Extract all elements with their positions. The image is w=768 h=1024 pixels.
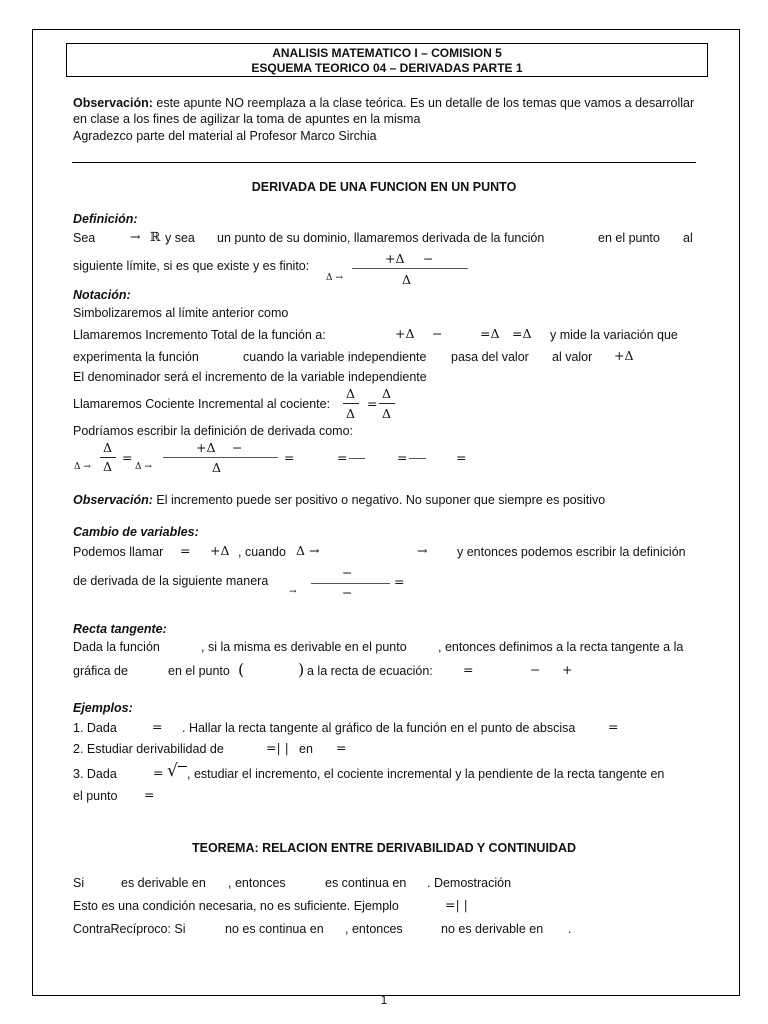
course-title: ANALISIS MATEMATICO I – COMISION 5: [272, 46, 502, 60]
intro-observation-cont: en clase a los fines de agilizar la toma de apuntes en la misma: [73, 112, 421, 126]
limit2-eq-2: =: [284, 450, 295, 465]
example-2-a: 2. Estudiar derivabilidad de: [73, 742, 224, 756]
example-3-sqrt: √: [167, 761, 178, 781]
change-line2: de derivada de la siguiente manera: [73, 574, 269, 588]
cociente-bar-2: [379, 403, 395, 404]
change-text-3: y entonces podemos escribir la definición: [457, 545, 686, 559]
example-2-abs: =| |: [266, 740, 289, 755]
theorem-entonces: , entonces: [228, 876, 286, 890]
variation-plusdelta: +Δ: [614, 348, 634, 363]
intro-observation: Observación: este apunte NO reemplaza a la clase teórica. Es un detalle de los temas que vamos a desarrollar: [73, 96, 695, 110]
cociente-num-2: Δ: [382, 386, 392, 401]
cociente-den-2: Δ: [382, 406, 392, 421]
limit3-subscript: →: [289, 587, 297, 597]
increment-eq-delta-2: =Δ: [512, 326, 532, 341]
arrow-symbol: →: [130, 229, 141, 244]
limit-numerator-plusdelta: +Δ: [385, 251, 405, 266]
limit2-plusdelta: +Δ: [196, 440, 216, 455]
example-1-a: 1. Dada: [73, 721, 117, 735]
tangent-minus: −: [530, 662, 541, 677]
limit3-bar: [311, 583, 390, 584]
variation-text-4: al valor: [552, 350, 593, 364]
limit-subscript: Δ →: [326, 273, 343, 283]
increment-text: Llamaremos Incremento Total de la función a:: [73, 328, 326, 342]
cociente-num-1: Δ: [346, 386, 356, 401]
podriamos-text: Podríamos escribir la definición de derivada como:: [73, 424, 353, 438]
increment-plusdelta: +Δ: [395, 326, 415, 341]
tangent-eq: =: [463, 662, 474, 677]
notation-text: Simbolizaremos al límite anterior como: [73, 306, 289, 320]
tangent-line2-1: gráfica de: [73, 664, 128, 678]
limit2-den: Δ: [103, 459, 113, 474]
tangent-text-1: Dada la función: [73, 640, 160, 654]
example-2-b: en: [299, 742, 313, 756]
cociente-eq: =: [367, 396, 378, 411]
limit-denominator: Δ: [402, 272, 412, 287]
document-title-box: [66, 43, 708, 77]
limit-fraction-bar: [352, 268, 468, 269]
example-3-b: , estudiar el incremento, el cociente incremental y la pendiente de la recta tangente en: [187, 767, 665, 781]
denominator-text: El denominador será el incremento de la variable independiente: [73, 370, 427, 384]
limit3-num-minus: −: [342, 565, 353, 580]
theorem-si: Si: [73, 876, 85, 890]
definition-y-sea: y sea: [165, 231, 195, 245]
contrarreciproco-3: , entonces: [345, 922, 403, 936]
variation-text-1: experimenta la función: [73, 350, 199, 364]
limit2-delta: Δ: [212, 460, 222, 475]
change-eq: =: [180, 543, 191, 558]
variation-text-2: cuando la variable independiente: [243, 350, 427, 364]
contrarreciproco-5: .: [568, 922, 572, 936]
increment-mide: y mide la variación que: [550, 328, 678, 342]
definition-text: un punto de su dominio, llamaremos derivada de la función: [217, 231, 545, 245]
cociente-bar-1: [343, 403, 359, 404]
limit2-num: Δ: [103, 440, 113, 455]
change-arrow: →: [417, 543, 428, 558]
theorem-derivable: es derivable en: [121, 876, 206, 890]
limit2-minus: −: [232, 440, 243, 455]
contrarreciproco-4: no es derivable en: [441, 922, 544, 936]
section-title-derivada: DERIVADA DE UNA FUNCION EN UN PUNTO: [251, 180, 517, 194]
limit3-eq: =: [394, 574, 405, 589]
example-3-line2: el punto: [73, 789, 118, 803]
limit-numerator-minus: −: [423, 251, 434, 266]
tangent-text-3: , entonces definimos a la recta tangente a la: [438, 640, 684, 654]
reals-symbol: ℝ: [150, 229, 161, 244]
cociente-den-1: Δ: [346, 406, 356, 421]
observation-increment: Observación: El incremento puede ser positivo o negativo. No suponer que siempre es positivo: [73, 493, 606, 507]
theorem-demostracion: . Demostración: [427, 876, 512, 890]
limit2-eq-1: =: [122, 450, 133, 465]
tangent-line2-3: a la recta de ecuación:: [307, 664, 433, 678]
example-3-eq: =: [153, 765, 164, 780]
limit2-eq-5: =: [456, 450, 467, 465]
limit2-bar-4: [409, 458, 426, 459]
definition-sea: Sea: [73, 231, 96, 245]
contrarreciproco-1: ContraRecíproco: Si: [73, 922, 186, 936]
example-1-eq2: =: [608, 719, 619, 734]
limit2-eq-4: =: [397, 450, 408, 465]
tangent-plus: +: [562, 662, 573, 677]
contrarreciproco-2: no es continua en: [225, 922, 324, 936]
notation-label: Notación:: [73, 288, 131, 302]
limit2-subscript-2: Δ →: [135, 462, 152, 472]
example-2-eq: =: [336, 740, 347, 755]
change-plusdelta: +Δ: [210, 543, 230, 558]
increment-minus: −: [432, 326, 443, 341]
page-number: 1: [380, 993, 388, 1007]
section-title-teorema: TEOREMA: RELACION ENTRE DERIVABILIDAD Y CONTINUIDAD: [191, 841, 577, 855]
example-1-b: . Hallar la recta tangente al gráfico de la función en el punto de abscisa: [182, 721, 576, 735]
limit3-den-minus: −: [342, 585, 353, 600]
change-text-1: Podemos llamar: [73, 545, 164, 559]
definition-al: al: [683, 231, 693, 245]
example-3-a: 3. Dada: [73, 767, 117, 781]
increment-eq-delta-1: =Δ: [480, 326, 500, 341]
definition-label: Definición:: [73, 212, 138, 226]
tangent-line2-2: en el punto: [168, 664, 230, 678]
change-text-2: , cuando: [238, 545, 286, 559]
variation-text-3: pasa del valor: [451, 350, 529, 364]
definition-en-el-punto: en el punto: [598, 231, 660, 245]
theorem-condition: Esto es una condición necesaria, no es suficiente. Ejemplo: [73, 899, 399, 913]
definition-line2: siguiente límite, si es que existe y es finito:: [73, 259, 310, 273]
cociente-text: Llamaremos Cociente Incremental al cociente:: [73, 397, 331, 411]
change-delta-arrow: Δ →: [296, 543, 320, 558]
tangent-paren-open: (: [238, 660, 245, 679]
divider: [72, 162, 696, 163]
example-3-eq2: =: [144, 787, 155, 802]
theorem-continua: es continua en: [325, 876, 407, 890]
tangent-text-2: , si la misma es derivable en el punto: [201, 640, 407, 654]
limit2-subscript-1: Δ →: [74, 462, 91, 472]
tangent-label: Recta tangente:: [73, 622, 167, 636]
limit2-bar-1: [100, 457, 116, 458]
limit2-bar-3: [349, 458, 365, 459]
limit2-eq-3: =: [337, 450, 348, 465]
limit2-bar-2: [163, 457, 278, 458]
intro-thanks: Agradezco parte del material al Profesor Marco Sirchia: [73, 129, 377, 143]
example-1-eq: =: [152, 719, 163, 734]
tangent-paren-close: ): [298, 660, 305, 679]
document-subtitle: ESQUEMA TEORICO 04 – DERIVADAS PARTE 1: [251, 61, 523, 75]
example-3-sqrt-bar: [178, 766, 187, 767]
change-of-variables-label: Cambio de variables:: [73, 525, 199, 539]
theorem-abs: =| |: [445, 897, 468, 912]
examples-label: Ejemplos:: [73, 701, 133, 715]
